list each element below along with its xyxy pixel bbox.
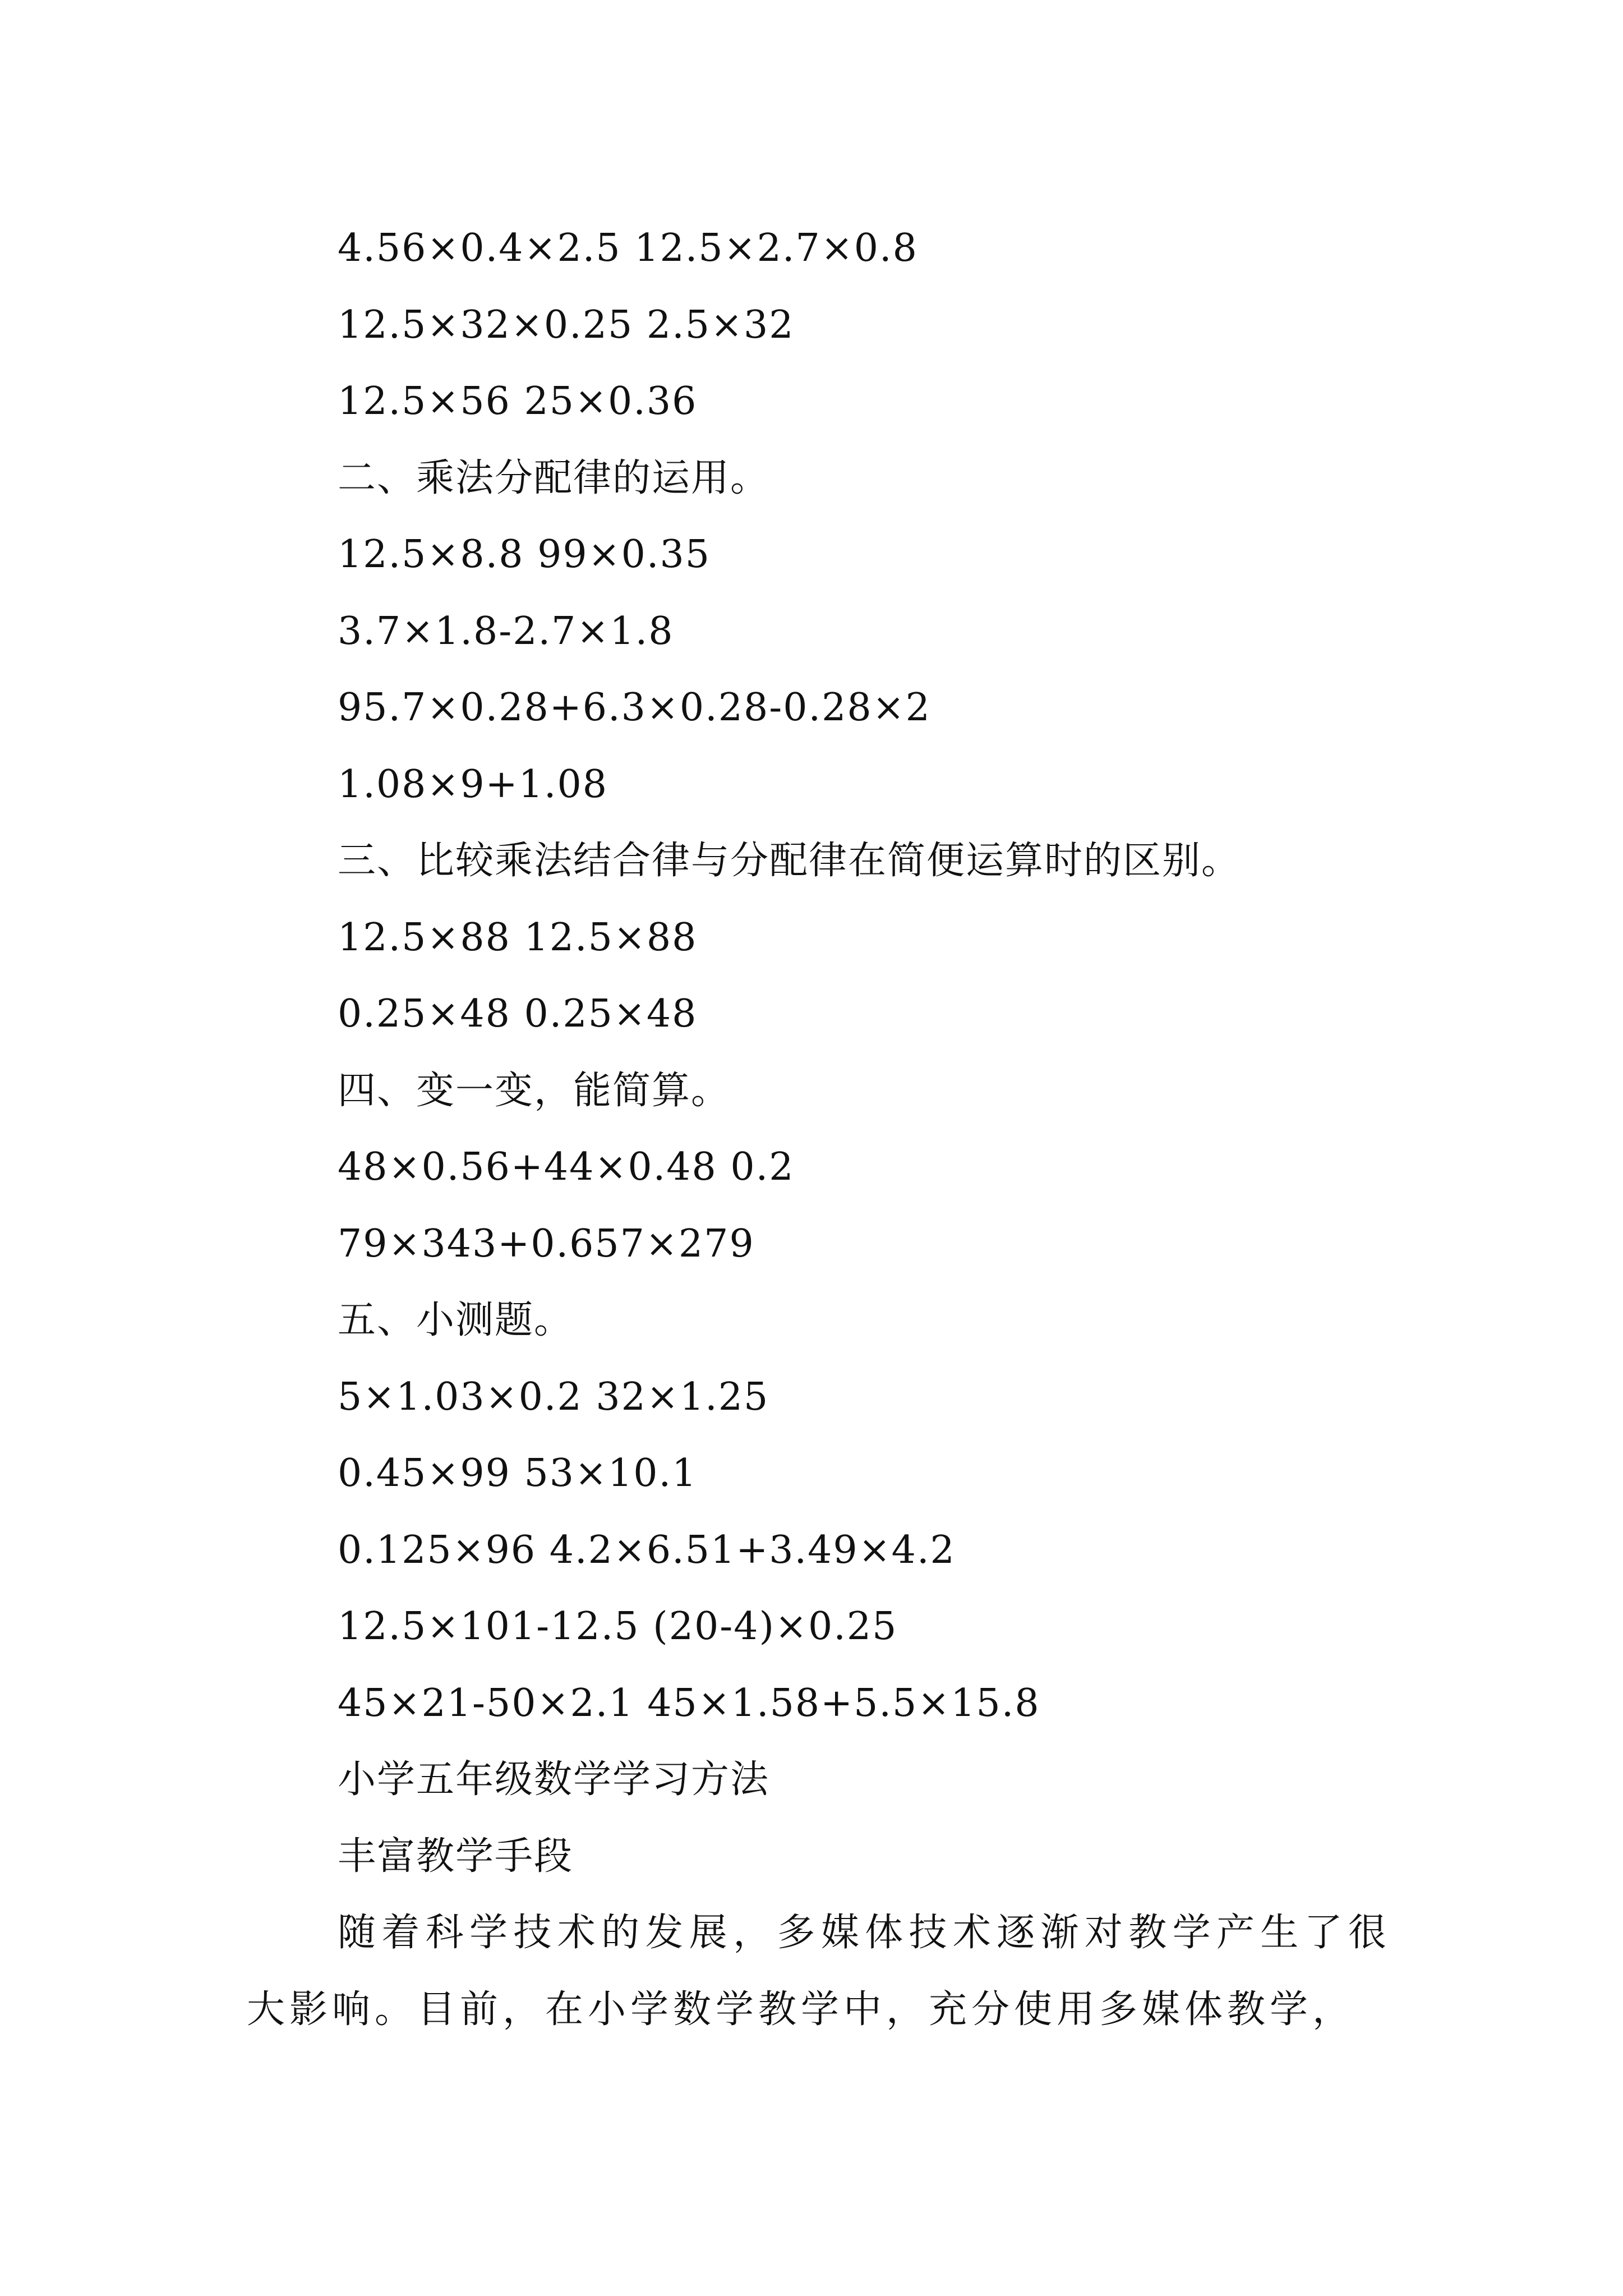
exercise-line: 4.56×0.4×2.5 12.5×2.7×0.8: [338, 226, 918, 270]
exercise-line: 0.25×48 0.25×48: [338, 992, 698, 1036]
exercise-line: 79×343+0.657×279: [338, 1221, 755, 1266]
exercise-line: 12.5×32×0.25 2.5×32: [338, 302, 795, 347]
exercise-line: 48×0.56+44×0.48 0.2: [338, 1145, 795, 1189]
section-heading: 二、乘法分配律的运用。: [338, 455, 770, 500]
subsection-title: 丰富教学手段: [338, 1834, 574, 1879]
exercise-line: 1.08×9+1.08: [338, 762, 608, 807]
section-title: 小学五年级数学学习方法: [338, 1757, 770, 1802]
section-heading: 四、变一变，能简算。: [338, 1068, 731, 1113]
exercise-line: 0.45×99 53×10.1: [338, 1451, 698, 1496]
section-heading: 五、小测题。: [338, 1298, 574, 1342]
section-heading: 三、比较乘法结合律与分配律在简便运算时的区别。: [338, 839, 1241, 883]
document-body: [247, 210, 1391, 2048]
exercise-line: 12.5×88 12.5×88: [338, 915, 698, 960]
exercise-line: 0.125×96 4.2×6.51+3.49×4.2: [338, 1527, 956, 1572]
exercise-line: 45×21-50×2.1 45×1.58+5.5×15.8: [338, 1681, 1040, 1726]
exercise-line: 12.5×56 25×0.36: [338, 379, 698, 424]
exercise-line: 95.7×0.28+6.3×0.28-0.28×2: [338, 685, 931, 730]
exercise-line: 3.7×1.8-2.7×1.8: [338, 609, 674, 654]
exercise-line: 12.5×8.8 99×0.35: [338, 532, 711, 577]
body-paragraph: 随着科学技术的发展，多媒体技术逐渐对教学产生了很大影响。目前，在小学数学教学中，充分使用多媒体教学，: [247, 1911, 1391, 2032]
exercise-line: 5×1.03×0.2 32×1.25: [338, 1374, 769, 1419]
exercise-line: 12.5×101-12.5 (20-4)×0.25: [338, 1604, 898, 1649]
